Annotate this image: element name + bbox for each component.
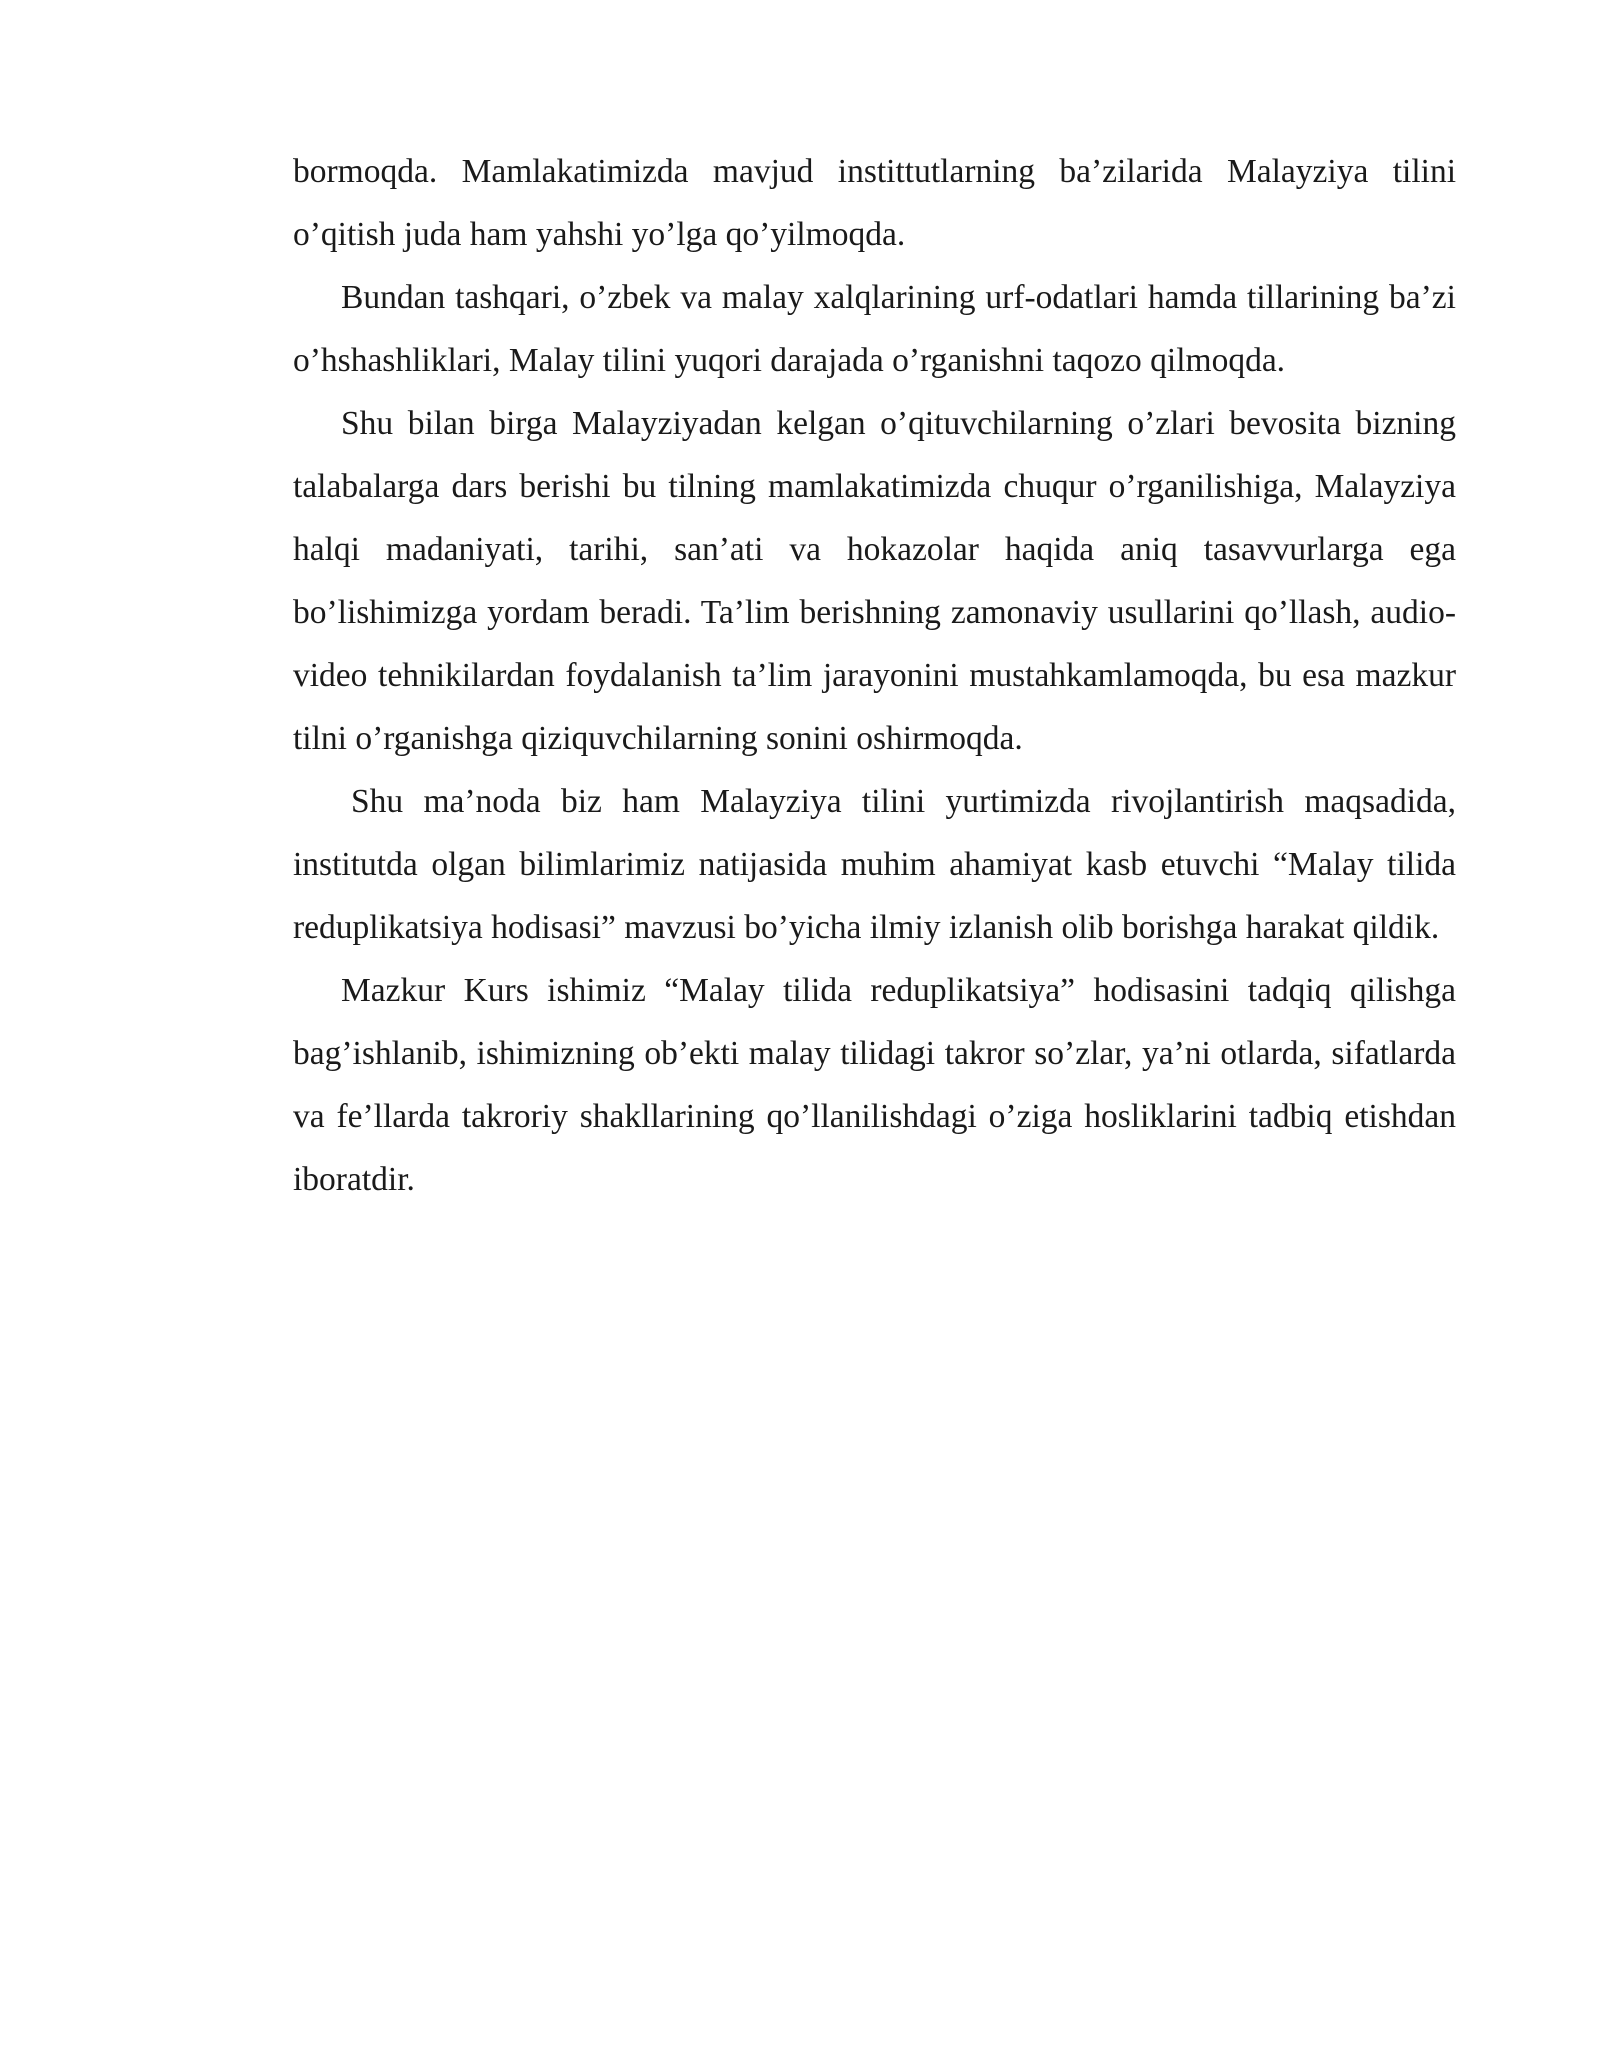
paragraph-4: Shu ma’noda biz ham Malayziya tilini yurtimizda rivojlantirish maqsadida, institutda olgan bilimlarimiz natijasida muhim ahamiyat kasb etuvchi “Malay tilida reduplikatsiya hodisasi” mavzusi bo’yicha ilmiy izlanish olib borishga harakat qildik. — [293, 783, 1456, 946]
body-text — [293, 140, 1456, 1211]
paragraph-5: Mazkur Kurs ishimiz “Malay tilida reduplikatsiya” hodisasini tadqiq qilishga bag’ishlanib, ishimizning ob’ekti malay tilidagi takror so’zlar, ya’ni otlarda, sifatlarda va fe’llarda takroriy shakllarining qo’llanilishdagi o’ziga hosliklarini tadbiq etishdan iboratdir. — [293, 972, 1456, 1198]
paragraph-2: Bundan tashqari, o’zbek va malay xalqlarining urf-odatlari hamda tillarining ba’zi o’hshashliklari, Malay tilini yuqori darajada o’rganishni taqozo qilmoqda. — [293, 279, 1456, 379]
paragraph-1: bormoqda. Mamlakatimizda mavjud instittutlarning ba’zilarida Malayziya tilini o’qitish juda ham yahshi yo’lga qo’yilmoqda. — [293, 153, 1456, 253]
paragraph-3: Shu bilan birga Malayziyadan kelgan o’qituvchilarning o’zlari bevosita bizning talabalarga dars berishi bu tilning mamlakatimizda chuqur o’rganilishiga, Malayziya halqi madaniyati, tarihi, san’ati va hokazolar haqida aniq tasavvurlarga ega bo’lishimizga yordam beradi. Ta’lim berishning zamonaviy usullarini qo’llash, audio-video tehnikilardan foydalanish ta’lim jarayonini mustahkamlamoqda, bu esa mazkur tilni o’rganishga qiziquvchilarning sonini oshirmoqda. — [293, 405, 1456, 757]
